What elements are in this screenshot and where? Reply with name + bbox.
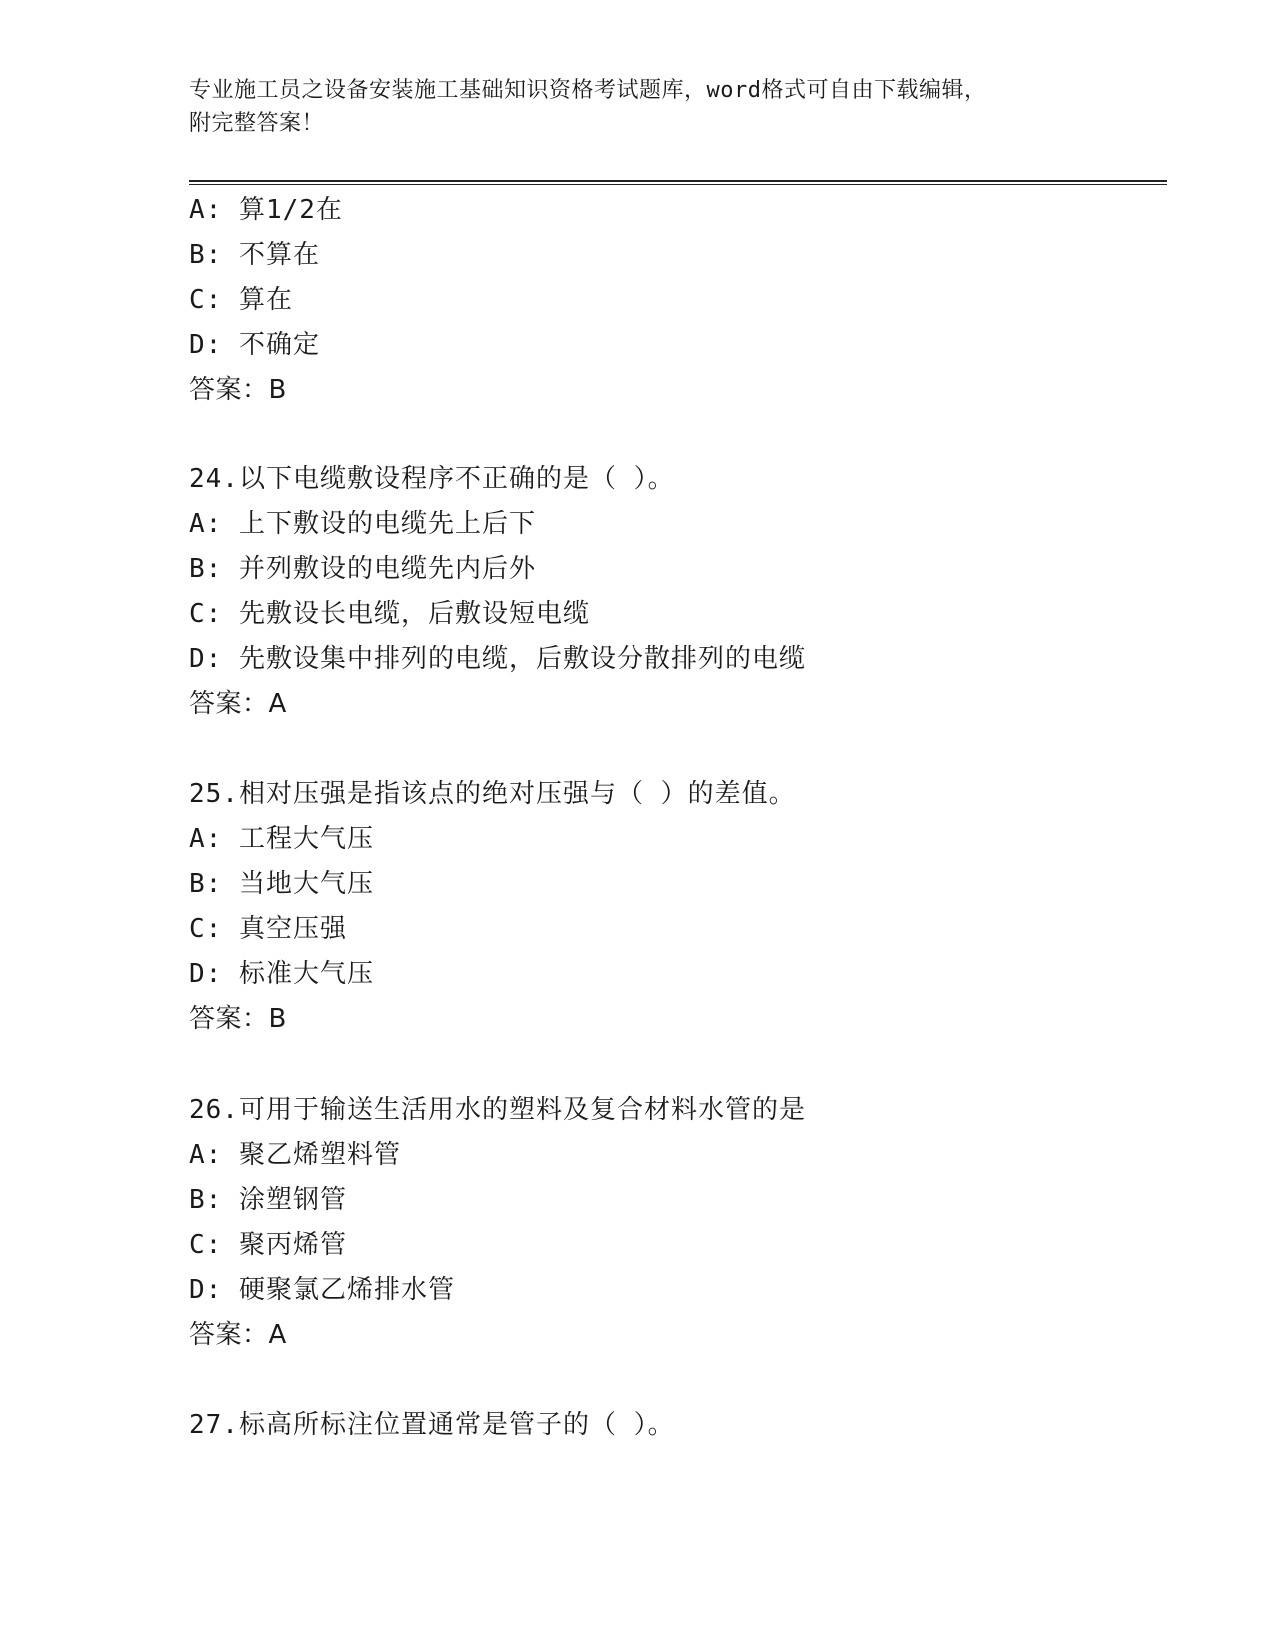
q26-option-d: D: 硬聚氯乙烯排水管 [189, 1275, 455, 1305]
q23-option-d: D: 不确定 [189, 330, 320, 360]
q25-option-b: B: 当地大气压 [189, 869, 374, 899]
q25-option-d: D: 标准大气压 [189, 959, 374, 989]
q25-answer: 答案：B [189, 1004, 287, 1034]
header-line-2: 附完整答案！ [189, 111, 325, 136]
q23-option-c: C: 算在 [189, 285, 293, 315]
q26-option-c: C: 聚丙烯管 [189, 1230, 347, 1260]
q25-option-a: A: 工程大气压 [189, 824, 374, 854]
q24-question: 24.以下电缆敷设程序不正确的是（ ）。 [189, 464, 675, 494]
q24-option-a: A: 上下敷设的电缆先上后下 [189, 509, 536, 539]
header-divider-thin [189, 184, 1167, 185]
q25-option-c: C: 真空压强 [189, 914, 347, 944]
q26-question: 26.可用于输送生活用水的塑料及复合材料水管的是 [189, 1095, 806, 1125]
header-divider-thick [189, 180, 1167, 182]
q23-answer: 答案：B [189, 375, 287, 405]
q24-answer: 答案：A [189, 689, 287, 719]
q24-option-c: C: 先敷设长电缆，后敷设短电缆 [189, 599, 590, 629]
q26-answer: 答案：A [189, 1320, 287, 1350]
q26-option-a: A: 聚乙烯塑料管 [189, 1140, 401, 1170]
q26-option-b: B: 涂塑钢管 [189, 1185, 347, 1215]
header-line-1: 专业施工员之设备安装施工基础知识资格考试题库，word格式可自由下载编辑， [189, 78, 987, 103]
q24-option-b: B: 并列敷设的电缆先内后外 [189, 554, 536, 584]
q23-option-b: B: 不算在 [189, 240, 320, 270]
q27-question: 27.标高所标注位置通常是管子的（ ）。 [189, 1410, 675, 1440]
q25-question: 25.相对压强是指该点的绝对压强与（ ）的差值。 [189, 779, 796, 809]
q24-option-d: D: 先敷设集中排列的电缆，后敷设分散排列的电缆 [189, 644, 806, 674]
q23-option-a: A: 算1/2在 [189, 195, 343, 225]
document-header [189, 74, 1089, 140]
